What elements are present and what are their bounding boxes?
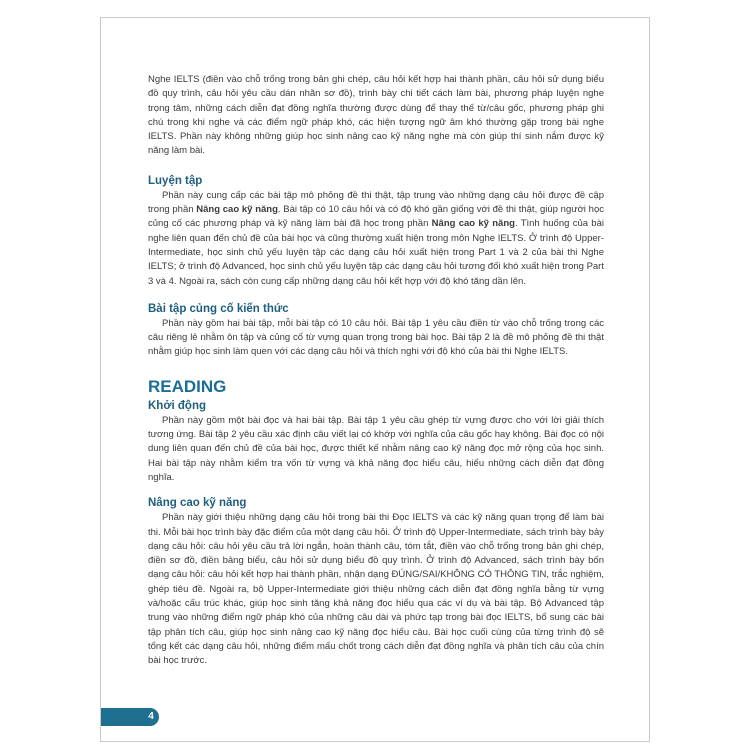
practice-heading: Luyện tập — [148, 174, 203, 187]
page-content — [148, 73, 604, 669]
practice-text-1: Phần này cung cấp các bài tập mô phỏng đề thi thật, tập trung vào những dạng câu hỏi được đề cập trong phần — [148, 189, 604, 216]
consolidation-heading: Bài tập củng cố kiến thức — [148, 302, 289, 315]
skills-heading: Nâng cao kỹ năng — [148, 497, 247, 510]
practice-paragraph — [148, 189, 604, 289]
intro-paragraph: Nghe IELTS (điền vào chỗ trống trong bản ghi chép, câu hỏi kết hợp hai thành phần, câu hỏi sử dụng biểu đồ quy trình, câu hỏi yêu cầu dán nhãn sơ đồ), trình bày chi tiết cách làm bài, phương pháp luyện nghe trọng tâm, những cách diễn đạt đồng nghĩa thường được dùng để thay thế từ/câu gốc, phương pháp ghi chú trong khi nghe và các điểm ngữ pháp khó, các hiện tượng ngữ âm khó thường gặp trong bài nghe IELTS. Phần này không những giúp học sinh nâng cao kỹ năng nghe mà còn giúp thí sinh nắm được kỹ năng làm bài. — [148, 74, 604, 157]
book-page — [100, 17, 650, 742]
reading-section-title: READING — [148, 376, 227, 396]
practice-text-2: . Bài tập có 10 câu hỏi và có độ khó gần giống với đề thi thật, giúp người học củng cố các phương pháp và kỹ năng làm bài đã học trong phần — [148, 204, 604, 230]
warmup-paragraph: Phần này gồm một bài đọc và hai bài tập. Bài tập 1 yêu cầu ghép từ vựng được cho với lời giải thích tương ứng. Bài tập 2 yêu cầu xác định câu viết lại có khớp với nghĩa của câu gốc hay không. Bài đọc có nội dung liên quan đến chủ đề của bài học, được thiết kế nhằm nâng cao kỹ năng đọc mở rộng của học sinh. Hai bài tập này nhằm kiểm tra vốn từ vựng và khả năng đọc hiểu câu, hiểu những cách diễn đạt đồng nghĩa. — [148, 414, 604, 483]
practice-bold-2: Nâng cao kỹ năng — [431, 218, 515, 230]
page-number: 4 — [148, 711, 154, 722]
consolidation-paragraph: Phần này gồm hai bài tập, mỗi bài tập có 10 câu hỏi. Bài tập 1 yêu cầu điền từ vào chỗ trống trong các câu riêng lẻ nhằm ôn tập và củng cố từ vựng quan trọng trong bài học. Bài tập 2 là đề mô phỏng đề thi thật nhằm giúp học sinh làm quen với các dạng câu hỏi và thích nghi với độ khó của bài thi Nghe IELTS. — [148, 317, 604, 358]
practice-bold-1: Nâng cao kỹ năng — [196, 204, 278, 216]
practice-text-3: . Tình huống của bài nghe liên quan đến chủ đề của bài học và cũng thường xuất hiện trong môn Nghe IELTS. Ở trình độ Upper-Intermediate, học sinh chủ yếu luyện tập các dạng câu hỏi xuất hiện trong Part 1 và 2 của bài thi Nghe IELTS; ở trình độ Advanced, học sinh chủ yếu luyện tập các dạng câu hỏi tương đối khó xuất hiện trong Part 3 và 4. Ngoài ra, sách còn cung cấp những dạng câu hỏi kết hợp với độ khó tăng dần lên. — [148, 218, 604, 287]
skills-paragraph: Phần này giới thiệu những dạng câu hỏi trong bài thi Đọc IELTS và các kỹ năng quan trọng để làm bài thi. Mỗi bài học trình bày đặc điểm của một dạng câu hỏi. Ở trình độ Upper-Intermediate, sách trình bày bảy dạng câu hỏi: câu hỏi yêu cầu trả lời ngắn, hoàn thành câu, tóm tắt, điền vào chỗ trống trong bản ghi chép, điền sơ đồ, điền bảng biểu, câu hỏi sử dụng biểu đồ quy trình. Ở trình độ Advanced, sách trình bày bốn dạng câu hỏi: câu hỏi kết hợp hai thành phần, nhận dạng ĐÚNG/SAI/KHÔNG CÓ THÔNG TIN, trắc nghiệm, ghép tiêu đề. Ngoài ra, bộ Upper-Intermediate giới thiệu những cách diễn đạt đồng nghĩa bằng từ vựng và/hoặc cấu trúc khác, giúp học sinh tăng khả năng đọc hiểu qua các ví dụ và bài tập. Bộ Advanced tập trung vào những điểm ngữ pháp khó của những câu dài và phức tạp trong bài đọc IELTS, bổ sung các bài tập phân tích câu, giúp học sinh nâng cao kỹ năng đọc hiểu câu. Bài học cuối cùng của từng trình độ sẽ tổng kết các dạng câu hỏi, những điểm mấu chốt trong cách diễn đạt đồng nghĩa và phân tích câu của chín bài học trước. — [148, 512, 604, 667]
warmup-heading: Khởi động — [148, 399, 206, 412]
